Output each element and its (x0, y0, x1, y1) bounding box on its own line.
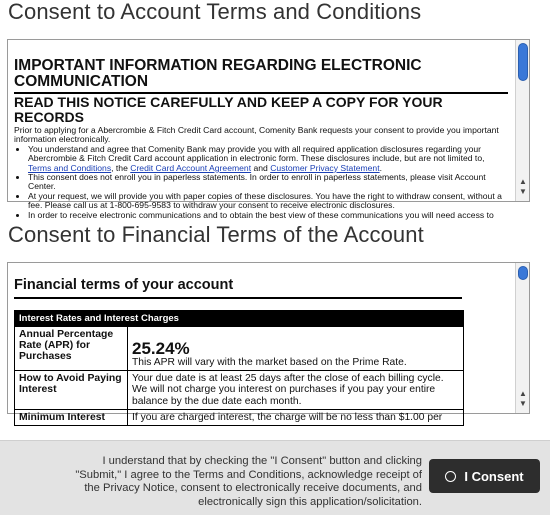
notice-bullet: • In order to receive electronic communications and to obtain the best view of these communications you will need access to (28, 211, 508, 220)
table-header-cell: Interest Rates and Interest Charges (15, 311, 464, 327)
notice-scrollbar[interactable] (515, 40, 529, 201)
table-header-row (15, 311, 464, 327)
row-label: Annual Percentage Rate (APR) for Purchases (15, 327, 128, 371)
financial-terms-box[interactable] (7, 262, 530, 423)
notice-bullet-text: . (379, 162, 382, 173)
financial-content (8, 263, 514, 423)
notice-bullet-text: and (251, 162, 271, 173)
i-consent-label: I Consent (464, 468, 524, 484)
i-consent-button[interactable] (429, 459, 540, 493)
notice-bullet-list (14, 145, 508, 220)
row-value (128, 327, 464, 371)
row-value: Your due date is at least 25 days after the close of each billing cycle. We will not charge you interest on purchases if you pay your entire balance by the due date each month. (128, 371, 464, 410)
notice-content (8, 40, 514, 220)
table-row (15, 409, 464, 425)
table-row (15, 371, 464, 410)
account-terms-title: Consent to Account Terms and Conditions (8, 0, 422, 24)
notice-bullet (28, 145, 508, 173)
apr-description: This APR will vary with the market based on the Prime Rate. (132, 357, 407, 368)
row-value: If you are charged interest, the charge will be no less than $1.00 per (128, 409, 464, 425)
financial-scrollbar[interactable] (515, 263, 529, 413)
notice-bullet-text: , the (111, 162, 131, 173)
scrollbar-thumb[interactable] (518, 266, 528, 280)
scroll-down-arrow-icon[interactable]: ▼ (519, 399, 527, 408)
notice-bullet: • This consent does not enroll you in paperless statements. In order to enroll in paperless statements, please visit Account Center. (28, 173, 508, 192)
credit-card-agreement-link[interactable]: Credit Card Account Agreement (130, 162, 252, 173)
interest-rates-table (14, 310, 464, 426)
scroll-up-arrow-icon[interactable]: ▲ (519, 389, 527, 398)
notice-bullet-text: You understand and agree that Comenity Bank may provide you with all required application disclosures regarding your Abercrombie & Fitch Credit Card account application in electronic form. These disclosures include, but are not limited to, (28, 143, 485, 164)
scrollbar-thumb[interactable] (518, 43, 528, 81)
terms-and-conditions-link[interactable]: Terms and Conditions (28, 162, 112, 173)
row-label: How to Avoid Paying Interest (15, 371, 128, 410)
scroll-down-arrow-icon[interactable]: ▼ (519, 187, 527, 196)
privacy-statement-link[interactable]: Customer Privacy Statement (270, 162, 380, 173)
financial-heading: Financial terms of your account (14, 277, 462, 299)
scroll-up-arrow-icon[interactable]: ▲ (519, 177, 527, 186)
notice-heading: IMPORTANT INFORMATION REGARDING ELECTRONIC COMMUNICATION (14, 57, 422, 90)
notice-subheading: READ THIS NOTICE CAREFULLY AND KEEP A COPY FOR YOUR RECORDS (14, 92, 508, 125)
apr-value: 25.24% (132, 339, 190, 358)
notice-intro: Prior to applying for a Abercrombie & Fitch Credit Card account, Comenity Bank requests your consent to provide you important information electronically. (14, 125, 499, 145)
consent-statement: I understand that by checking the "I Consent" button and clicking "Submit," I agree to the Terms and Conditions, acknowledge receipt of the Privacy Notice, consent to electronically receive documents, and electronically sign this application/solicitation. (75, 455, 422, 508)
radio-circle-icon (445, 471, 456, 482)
table-row (15, 327, 464, 371)
financial-terms-title: Consent to Financial Terms of the Account (8, 222, 424, 247)
row-label: Minimum Interest (15, 409, 128, 425)
notice-bullet: • At your request, we will provide you with paper copies of these disclosures. You have the right to withdraw consent, without a fee. Please call us at 1-800-695-9583 to withdraw your consent to receive electronic disclosures. (28, 192, 508, 211)
account-terms-notice-box[interactable] (7, 39, 530, 220)
